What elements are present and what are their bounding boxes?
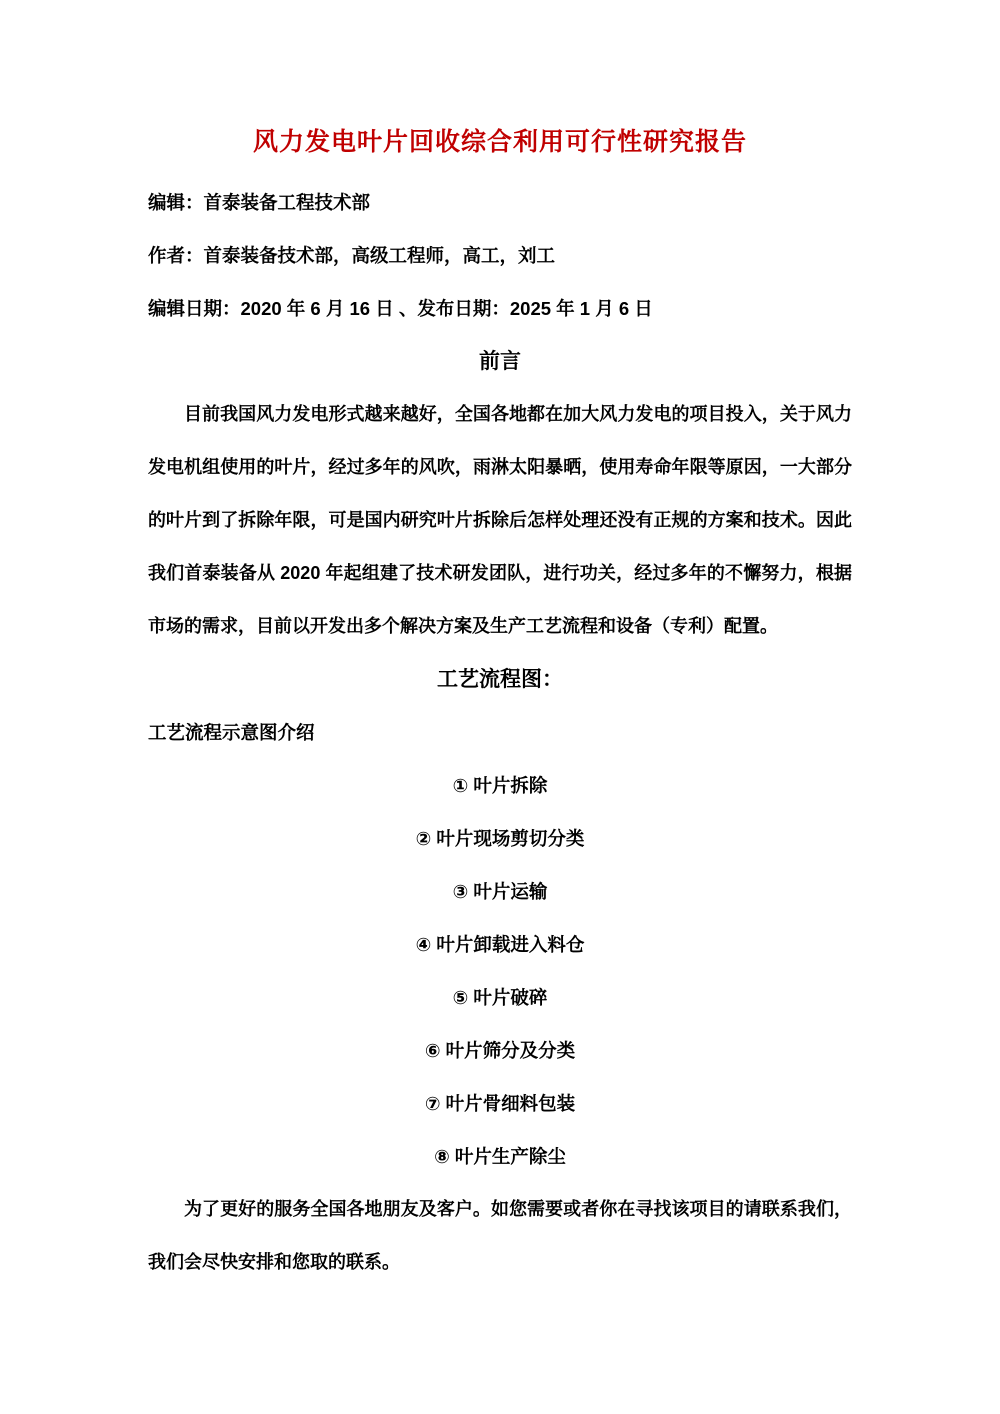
process-step-6: ⑥ 叶片筛分及分类 [424,1040,576,1061]
closing-paragraph: 为了更好的服务全国各地朋友及客户。如您需要或者你在寻找该项目的请联系我们，我们会尽快安排和您取的联系。 [148,1199,852,1272]
process-step-4: ④ 叶片卸载进入料仓 [415,934,585,955]
document-title: 风力发电叶片回收综合利用可行性研究报告 [252,128,747,156]
process-flow-intro: 工艺流程示意图介绍 [148,722,315,743]
preface-heading: 前言 [479,350,521,373]
date-line: 编辑日期：2020 年 6 月 16 日 、发布日期：2025 年 1 月 6 日 [148,298,653,319]
process-step-2: ② 叶片现场剪切分类 [415,828,585,849]
process-step-5: ⑤ 叶片破碎 [452,987,548,1008]
process-step-8: ⑧ 叶片生产除尘 [434,1146,566,1167]
editor-line: 编辑：首泰装备工程技术部 [148,192,371,213]
process-flow-heading: 工艺流程图： [437,668,563,691]
process-step-3: ③ 叶片运输 [452,881,548,902]
process-step-1: ① 叶片拆除 [452,775,548,796]
author-line: 作者：首泰装备技术部，高级工程师，高工，刘工 [148,245,556,266]
preface-paragraph: 目前我国风力发电形式越来越好，全国各地都在加大风力发电的项目投入，关于风力发电机组使用的叶片，经过多年的风吹，雨淋太阳暴晒，使用寿命年限等原因，一大部分的叶片到了拆除年限，可是国内研究叶片拆除后怎样处理还没有正规的方案和技术。因此我们首泰装备从 2020 年起组建了技术研发团队，进行功关，经过多年的不懈努力，根据市场的需求，目前以开发出多个解决方案及生产工艺流程和设备（专利）配置。 [148,404,852,636]
process-step-7: ⑦ 叶片骨细料包装 [424,1093,576,1114]
